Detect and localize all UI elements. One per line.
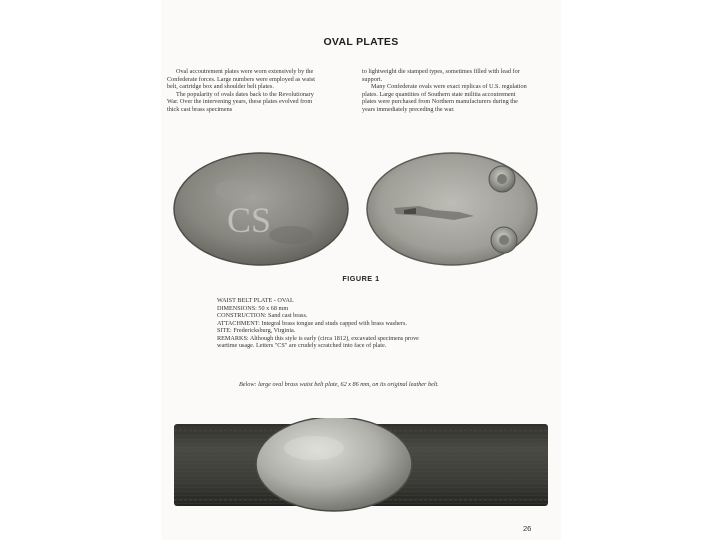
paragraph: The popularity of ovals dates back to the Revolutionary War. Over the intervening years, these plates evolved from thick cast brass specimens (167, 90, 314, 113)
page-title: OVAL PLATES (323, 36, 399, 48)
paragraph: to lightweight die stamped types, sometimes filled with lead for support. (362, 68, 520, 83)
plate-letters: CS (227, 200, 272, 240)
plate-front-photo (171, 150, 351, 268)
page-number: 26 (523, 524, 532, 533)
text-column-left (167, 68, 322, 114)
photo-note: Below: large oval brass waist belt plate, 62 x 86 mm, on its original leather belt. (239, 381, 439, 388)
spec-line: ATTACHMENT: Integral brass tongue and studs capped with brass washers. (217, 319, 407, 327)
plate-back-photo (364, 150, 544, 268)
belt-plate-photo (174, 418, 548, 519)
spec-remarks-continued: wartime usage. Letters "CS" are crudely scratched into face of plate. (217, 342, 387, 349)
text-column-right (362, 68, 530, 114)
book-page (161, 0, 561, 540)
paragraph: Oval accoutrement plates were worn extensively by the Confederate forces. Large numbers were employed as waist belt, cartridge box and shoulder belt plates. (167, 68, 315, 91)
spec-remarks: REMARKS: Although this style is early (circa 1812), excavated specimens prove (217, 334, 419, 342)
spec-line: WAIST BELT PLATE - OVAL (217, 297, 294, 304)
spec-line: DIMENSIONS: 50 x 68 mm (217, 304, 289, 312)
spec-line: CONSTRUCTION: Sand cast brass. (217, 312, 308, 319)
spec-line: SITE: Fredericksburg, Virginia. (217, 327, 296, 334)
figure-caption: FIGURE 1 (342, 274, 380, 283)
paragraph: Many Confederate ovals were exact replicas of U.S. regulation plates. Large quantities of Southern state militia accoutrement plates were purchased from Northern manufacturers during the years immediately preceding the war. (362, 83, 527, 113)
specifications (217, 297, 497, 350)
